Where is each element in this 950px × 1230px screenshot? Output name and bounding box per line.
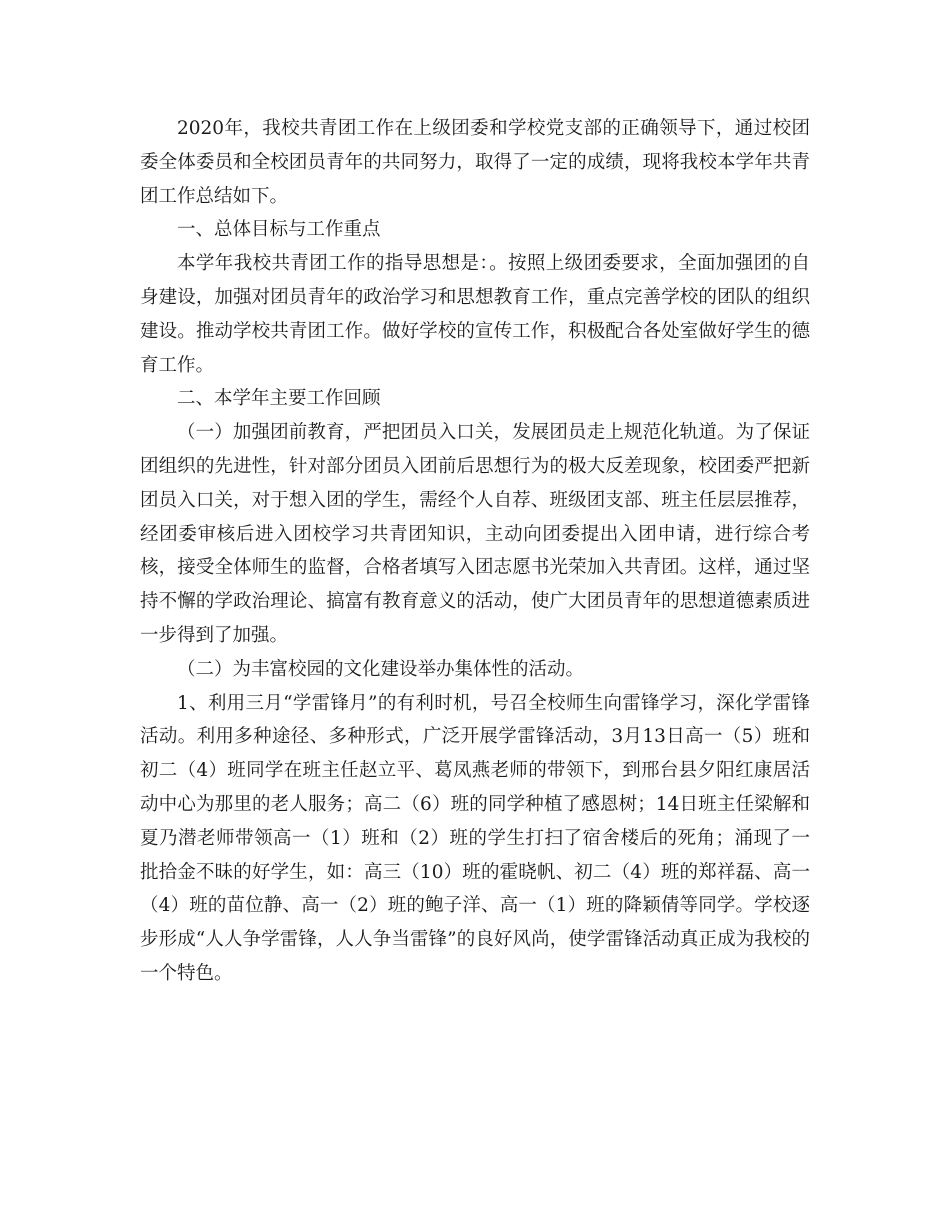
document-body xyxy=(140,112,810,991)
guiding-thought-paragraph: 本学年我校共青团工作的指导思想是：。按照上级团委要求，全面加强团的自身建设，加强对团员青年的政治学习和思想教育工作，重点完善学校的团队的组织建设。推动学校共青团工作。做好学校的宣传工作，积极配合各处室做好学生的德育工作。 xyxy=(140,253,810,376)
section-heading-2: 二、本学年主要工作回顾 xyxy=(177,388,381,410)
section-heading-1: 一、总体目标与工作重点 xyxy=(177,219,381,241)
intro-paragraph: 2020年，我校共青团工作在上级团委和学校党支部的正确领导下，通过校团委全体委员和全校团员青年的共同努力，取得了一定的成绩，现将我校本学年共青团工作总结如下。 xyxy=(140,118,810,207)
activity-1-paragraph: 1、利用三月“学雷锋月”的有利时机，号召全校师生向雷锋学习，深化学雷锋活动。利用多种途径、多种形式，广泛开展学雷锋活动，3月13日高一（5）班和初二（4）班同学在班主任赵立平、葛凤燕老师的带领下，到邢台县夕阳红康居活动中心为那里的老人服务；高二（6）班的同学种植了感恩树；14日班主任梁解和夏乃潜老师带领高一（1）班和（2）班的学生打扫了宿舍楼后的死角；涌现了一批拾金不昧的好学生，如：高三（10）班的霍晓帆、初二（4）班的郑祥磊、高一（4）班的苗位静、高一（2）班的鲍子洋、高一（1）班的降颖倩等同学。学校逐步形成“人人争学雷锋，人人争当雷锋”的良好风尚，使学雷锋活动真正成为我校的一个特色。 xyxy=(140,692,810,984)
subsection-2-heading: （二）为丰富校园的文化建设举办集体性的活动。 xyxy=(177,658,585,680)
subsection-1-paragraph: （一）加强团前教育，严把团员入口关，发展团员走上规范化轨道。为了保证团组织的先进性，针对部分团员入团前后思想行为的极大反差现象，校团委严把新团员入口关，对于想入团的学生，需经个人自荐、班级团支部、班主任层层推荐，经团委审核后进入团校学习共青团知识，主动向团委提出入团申请，进行综合考核，接受全体师生的监督，合格者填写入团志愿书光荣加入共青团。这样，通过坚持不懈的学政治理论、搞富有教育意义的活动，使广大团员青年的思想道德素质进一步得到了加强。 xyxy=(140,422,810,646)
